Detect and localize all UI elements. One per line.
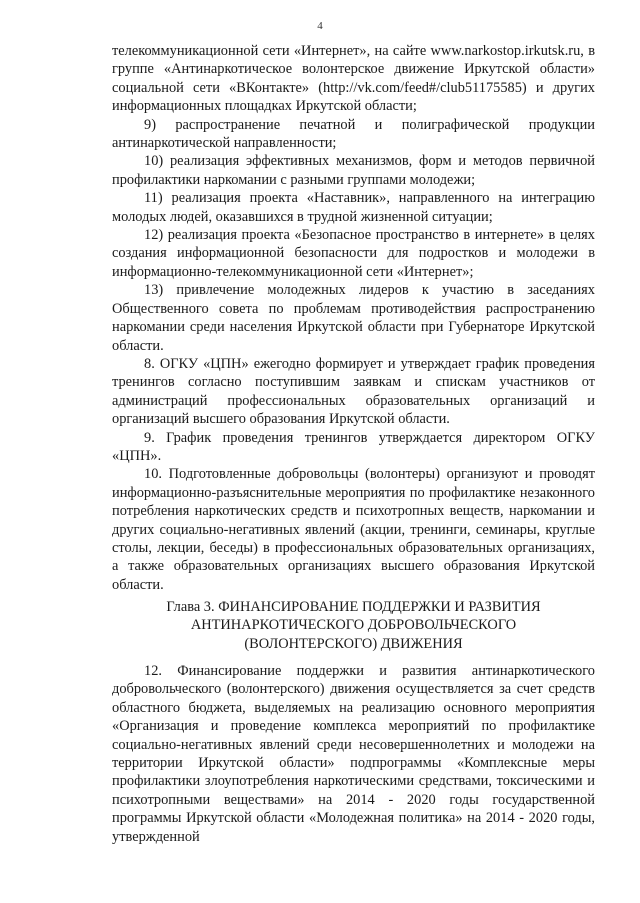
- chapter-heading-line: (ВОЛОНТЕРСКОГО) ДВИЖЕНИЯ: [244, 635, 463, 652]
- chapter-heading-line: АНТИНАРКОТИЧЕСКОГО ДОБРОВОЛЬЧЕСКОГО: [190, 617, 517, 634]
- chapter-heading-line: Глава 3. ФИНАНСИРОВАНИЕ ПОДДЕРЖКИ И РАЗВИТИЯ: [166, 599, 541, 615]
- list-item-11: 11) реализация проекта «Наставник», направленного на интеграцию молодых людей, оказавшихся в трудной жизненной ситуации;: [112, 190, 595, 225]
- list-item-13: 13) привлечение молодежных лидеров к участию в заседаниях Общественного совета по проблемам противодействия распространению наркомании среди населения Иркутской области при Губернаторе Иркутской области.: [112, 282, 595, 354]
- clause-9: 9. График проведения тренингов утверждается директором ОГКУ «ЦПН».: [112, 429, 595, 464]
- chapter-heading: [112, 598, 595, 653]
- page-number: 4: [317, 20, 323, 32]
- list-item-9: 9) распространение печатной и полиграфической продукции антинаркотической направленности;: [112, 116, 595, 152]
- clause-12: 12. Финансирование поддержки и развития антинаркотического добровольческого (волонтерского) движения осуществляется за счет средств областного бюджета, выделяемых на реализацию основного мероприятия «Организация и проведение комплекса мероприятий по профилактике социально-негативных явлений среди несовершеннолетних и молодежи на территории Иркутской области» подпрограммы «Комплексные меры профилактики злоупотребления наркотическими средствами, токсическими и психотропными веществами» на 2014 - 2020 годы государственной программы Иркутской области «Молодежная политика» на 2014 - 2020 годы, утвержденной: [112, 663, 595, 845]
- body-text: [112, 42, 595, 594]
- clause-10: 10. Подготовленные добровольцы (волонтеры) организуют и проводят информационно-разъяснительные мероприятия по профилактике незаконного потребления наркотических средств и психотропных веществ, наркомании и других социально-негативных явлений (акции, тренинги, семинары, круглые столы, лекции, беседы) в профессиональных образовательных организациях, а также образовательных организациях высшего образования Иркутской области.: [112, 466, 595, 593]
- chapter-body: [112, 662, 595, 846]
- list-item-12: 12) реализация проекта «Безопасное пространство в интернете» в целях создания информационной безопасности для подростков и молодежи в информационно-телекоммуникационной сети «Интернет»;: [112, 227, 595, 280]
- list-item-10: 10) реализация эффективных механизмов, форм и методов первичной профилактики наркомании с разными группами молодежи;: [112, 153, 595, 188]
- paragraph-continuation: телекоммуникационной сети «Интернет», на сайте www.narkostop.irkutsk.ru, в группе «Антинаркотическое волонтерское движение Иркутской области» социальной сети «ВКонтакте» (http://vk.com/feed#/club51175585) и других информационных площадках Иркутской области;: [112, 43, 595, 115]
- clause-8: 8. ОГКУ «ЦПН» ежегодно формирует и утверждает график проведения тренингов согласно поступившим заявкам и спискам участников от администраций профессиональных образовательных организаций и организаций высшего образования Иркутской области.: [112, 355, 595, 428]
